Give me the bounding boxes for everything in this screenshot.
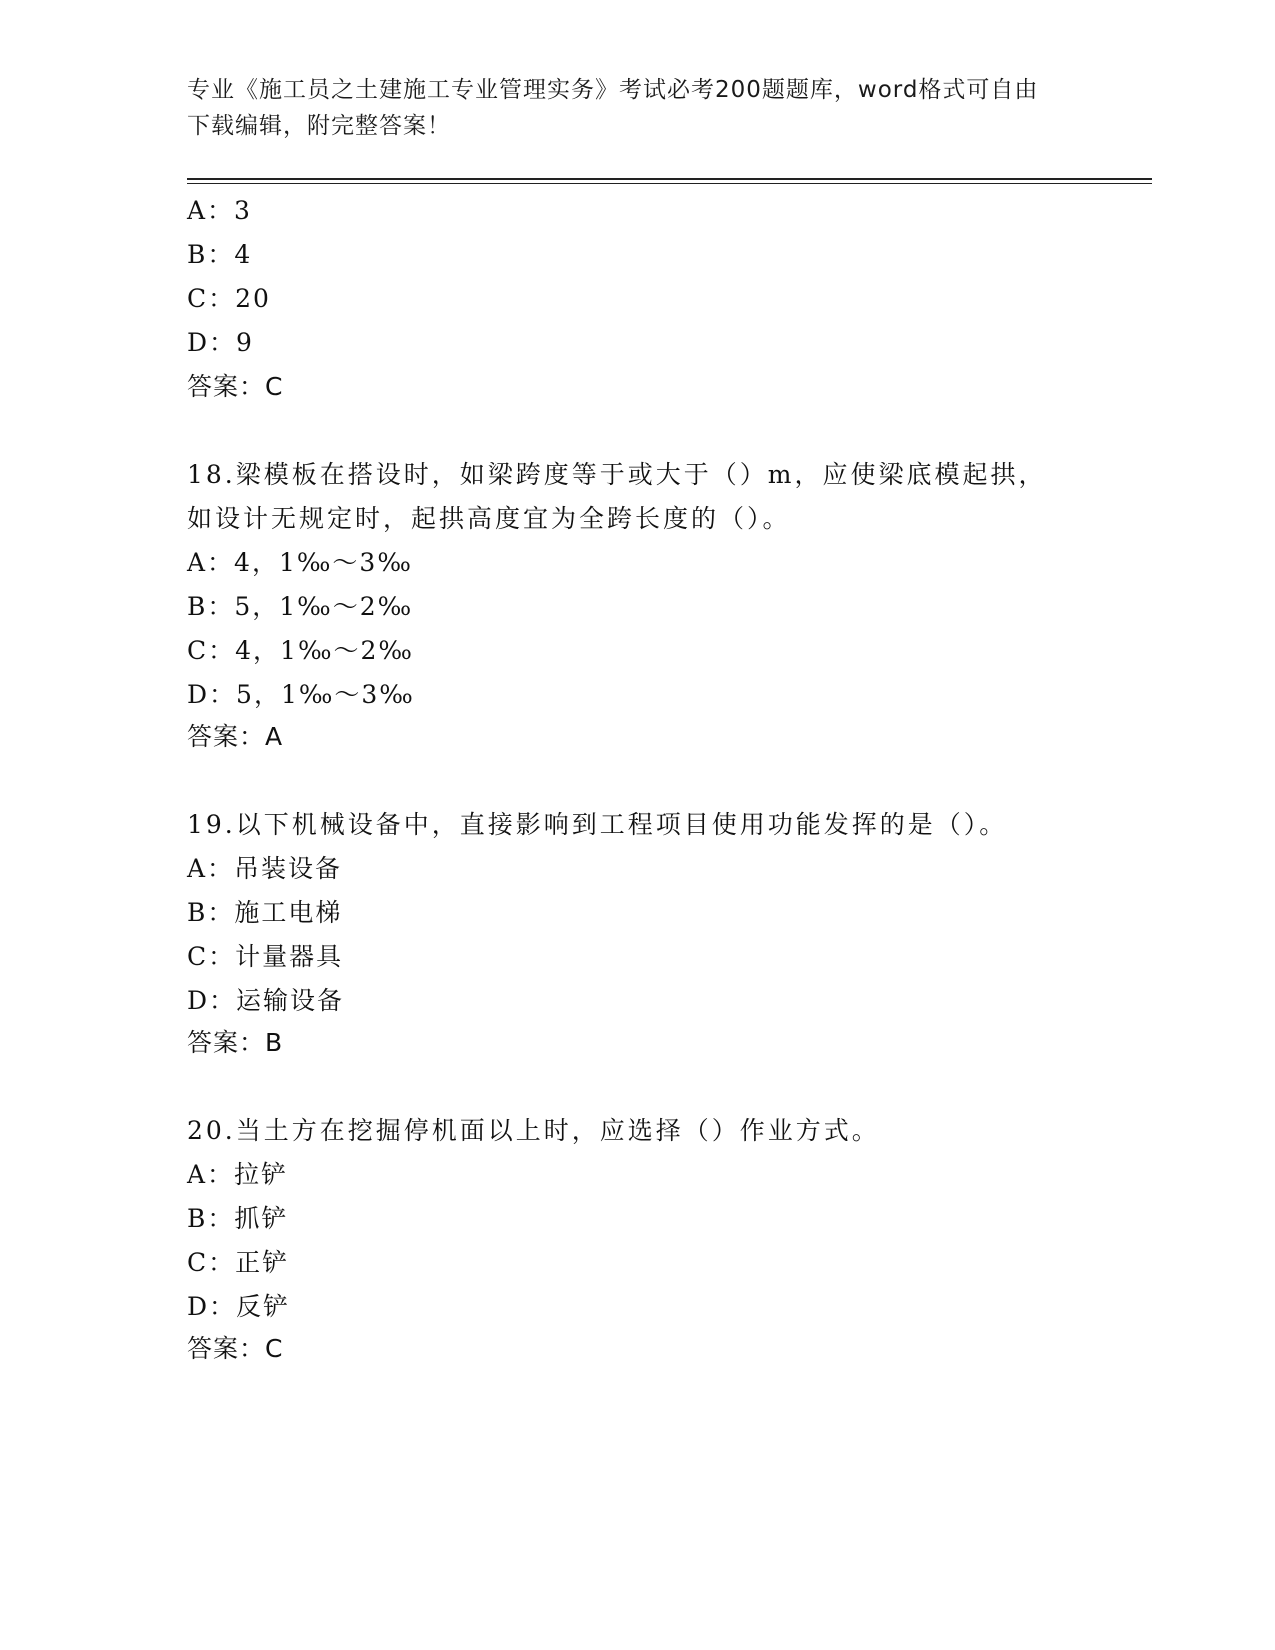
q20-option-b: B：抓铲 — [187, 1204, 289, 1233]
q18-option-c: C：4，1‰～2‰ — [187, 636, 414, 665]
header-divider-thin — [187, 183, 1152, 184]
prev-option-a: A：3 — [187, 196, 252, 225]
header-line-2: 下载编辑，附完整答案！ — [187, 113, 451, 139]
q18-option-b: B：5，1‰～2‰ — [187, 592, 414, 621]
prev-option-b: B：4 — [187, 240, 253, 269]
q18-option-d: D：5，1‰～3‰ — [187, 680, 415, 709]
prev-answer: 答案：C — [187, 372, 284, 401]
q18-option-a: A：4，1‰～3‰ — [187, 548, 413, 577]
header-line-1: 专业《施工员之土建施工专业管理实务》考试必考200题题库，word格式可自由 — [187, 77, 1039, 103]
header-divider-thick — [187, 178, 1152, 180]
q18-stem-line-1: 18.梁模板在搭设时，如梁跨度等于或大于（）m，应使梁底模起拱， — [187, 460, 1047, 489]
q19-option-c: C：计量器具 — [187, 942, 344, 971]
prev-option-c: C：20 — [187, 284, 271, 313]
q20-stem-line-1: 20.当土方在挖掘停机面以上时，应选择（）作业方式。 — [187, 1116, 880, 1145]
q19-option-b: B：施工电梯 — [187, 898, 343, 927]
q18-stem-line-2: 如设计无规定时，起拱高度宜为全跨长度的（）。 — [187, 504, 791, 533]
prev-option-d: D：9 — [187, 328, 254, 357]
q20-answer: 答案：C — [187, 1334, 284, 1363]
q20-option-d: D：反铲 — [187, 1292, 291, 1321]
q19-option-d: D：运输设备 — [187, 986, 345, 1015]
q19-answer: 答案：B — [187, 1028, 284, 1057]
document-header — [187, 72, 1087, 144]
q20-option-c: C：正铲 — [187, 1248, 290, 1277]
q19-stem-line-1: 19.以下机械设备中，直接影响到工程项目使用功能发挥的是（）。 — [187, 810, 1008, 839]
q20-option-a: A：拉铲 — [187, 1160, 289, 1189]
q18-answer: 答案：A — [187, 722, 284, 751]
q19-option-a: A：吊装设备 — [187, 854, 343, 883]
